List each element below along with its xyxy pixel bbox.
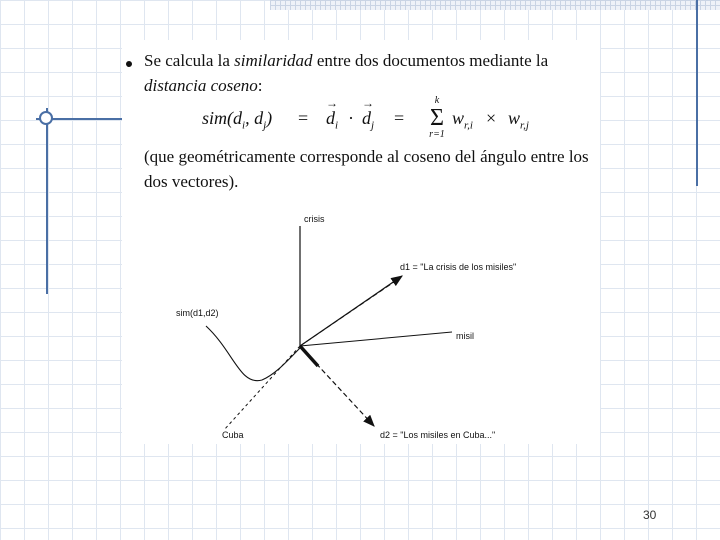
label-d2: d2 = "Los misiles en Cuba..." [380, 430, 496, 440]
page-number: 30 [643, 508, 657, 522]
formula-weight-ri: $w_{r,i}$ [452, 108, 473, 132]
left-decorative-bar [46, 108, 48, 294]
term-similaridad: similaridad [234, 51, 313, 70]
bullet-text-2: entre dos documentos mediante la [312, 51, 549, 70]
bullet-text-1: Se calcula la [144, 51, 235, 70]
formula-times: × [486, 108, 497, 128]
right-decorative-bar [696, 0, 698, 186]
explanation-text: (que geométricamente corresponde al coseno del ángulo entre los dos vectores). [144, 147, 589, 191]
vector-space-diagram [122, 40, 600, 444]
formula-weight-rj: $w_{r,j}$ [508, 108, 529, 132]
formula-vector-dj: → $d_j$ [362, 108, 374, 132]
label-cuba: Cuba [222, 430, 244, 440]
formula-summation: k Σ r=1 [429, 95, 445, 140]
label-sim: sim(d1,d2) [176, 308, 219, 318]
left-decorative-circle [39, 111, 53, 125]
angle-mark [300, 346, 318, 366]
label-d1: d1 = "La crisis de los misiles" [400, 262, 517, 272]
bullet-text-3: : [257, 76, 263, 95]
axis-misil [300, 332, 452, 346]
axis-cuba [224, 346, 300, 430]
formula-lhs: $sim(d_i$, $d_j$) [202, 108, 273, 132]
label-misil: misil [456, 331, 474, 341]
top-decorative-band [270, 0, 720, 10]
formula-equals-1: = [298, 108, 309, 128]
slide-content [122, 40, 600, 444]
label-crisis: crisis [304, 214, 325, 224]
formula-dot: · [348, 108, 354, 128]
formula-equals-2: = [394, 108, 405, 128]
term-distancia-coseno: distancia coseno [144, 76, 258, 95]
formula-vector-di: → $d_i$ [326, 108, 338, 132]
similarity-curve [206, 326, 300, 381]
